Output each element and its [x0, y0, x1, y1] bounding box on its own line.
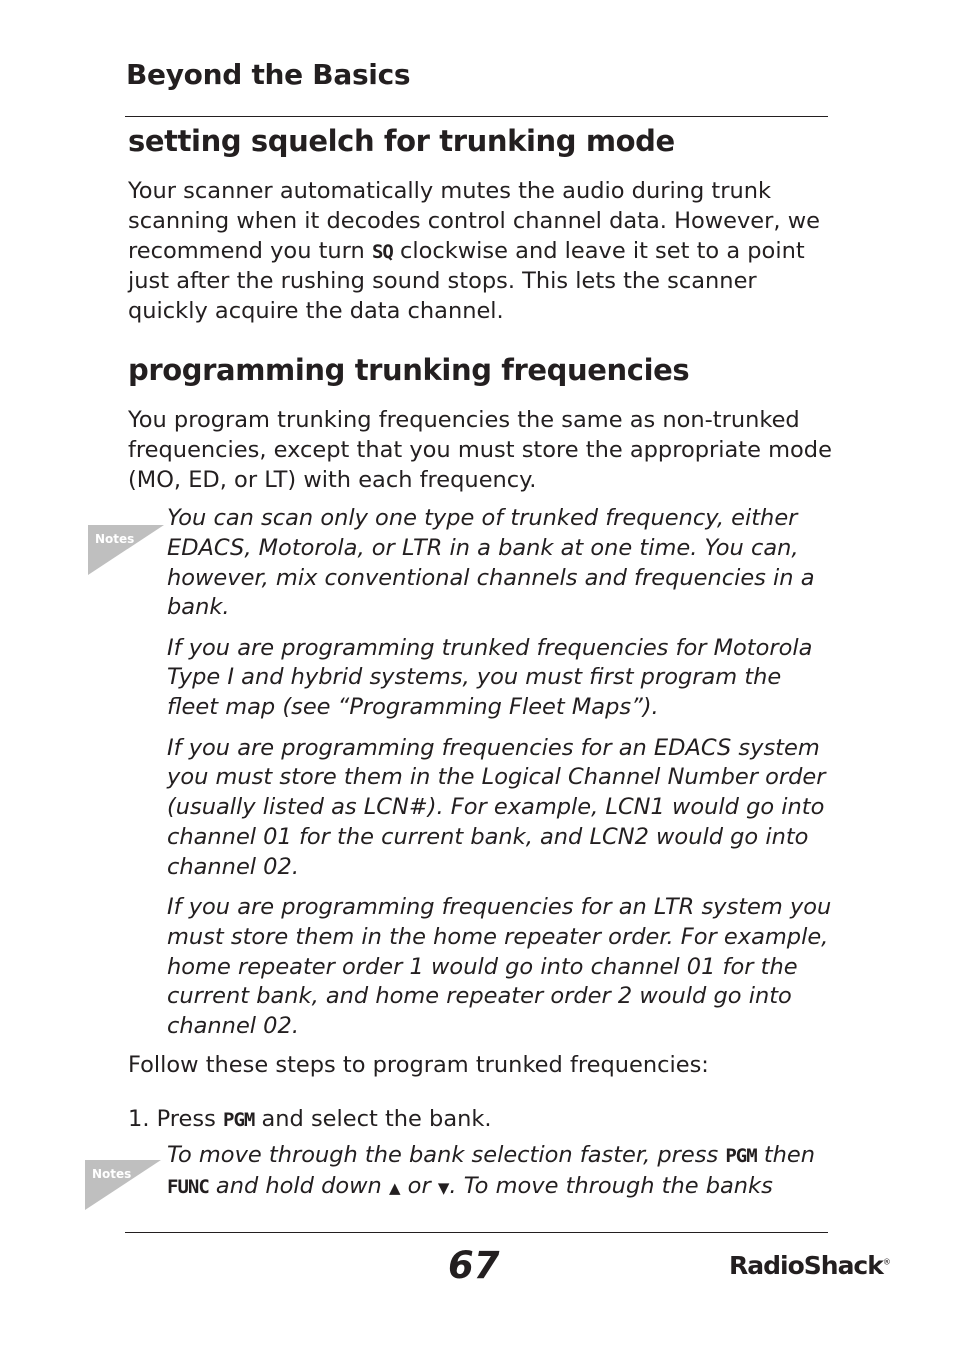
- follow-steps-text: Follow these steps to program trunked frequencies:: [128, 1052, 709, 1078]
- squelch-text-2: clockwise and leave it set to a point just after the rushing sound stops. This lets the scanner quickly acquire the data channel.: [128, 237, 805, 325]
- notes-icon-label: Notes: [95, 532, 135, 546]
- note-1: You can scan only one type of trunked frequency, either EDACS, Motorola, or LTR in a bank at one time. You can, however, mix conventional channels and frequencies in a bank.: [167, 505, 815, 621]
- tip-text-2: then: [756, 1142, 816, 1168]
- note-4: If you are programming frequencies for an LTR system you must store them in the home repeater order. For example, home repeater order 1 would go into channel 01 for the current bank, and home repeater order 2 would go into channel 02.: [167, 894, 832, 1040]
- tip-text-1: To move through the bank selection faster, press: [167, 1142, 726, 1168]
- tip-text: [167, 1141, 837, 1204]
- notes-block: [167, 504, 837, 1053]
- note-3: If you are programming frequencies for an EDACS system you must store them in the Logical Channel Number order (usually listed as LCN#). For example, LCN1 would go into channel 01 for the current bank, and LCN2 would go into channel 02.: [167, 734, 826, 880]
- page-number: 67: [448, 1244, 500, 1287]
- squelch-heading: setting squelch for trunking mode: [128, 124, 675, 158]
- notes-icon: [86, 521, 166, 581]
- down-arrow-icon: ▼: [437, 1178, 450, 1197]
- tip-notes-icon: [83, 1156, 163, 1216]
- brand-logo: [729, 1251, 891, 1280]
- func-key: FUNC: [167, 1175, 209, 1198]
- brand-registered-mark: ®: [882, 1257, 891, 1267]
- squelch-paragraph: [128, 177, 833, 327]
- tip-text-3: and hold down: [208, 1172, 389, 1199]
- step-1-prefix: 1. Press: [128, 1106, 223, 1132]
- tip-text-4: . To move through the banks: [449, 1172, 773, 1199]
- up-arrow-icon: ▲: [388, 1178, 401, 1197]
- footer-rule: [125, 1232, 828, 1233]
- step-1-suffix: and select the bank.: [254, 1106, 492, 1132]
- sq-key: SQ: [371, 240, 393, 263]
- section-header: Beyond the Basics: [126, 58, 411, 91]
- pgm-key: PGM: [223, 1109, 255, 1131]
- programming-heading: programming trunking frequencies: [128, 353, 690, 387]
- tip-notes-icon-label: Notes: [92, 1167, 132, 1181]
- tip-or: or: [400, 1172, 438, 1199]
- tip-pgm-key: PGM: [725, 1145, 757, 1167]
- programming-intro: You program trunking frequencies the same as non-trunked frequencies, except that you must store the appropriate mode (MO, ED, or LT) with each frequency.: [128, 407, 832, 493]
- squelch-text-1: Your scanner automatically mutes the audio during trunk scanning when it decodes control channel data. However, we recommend you turn: [128, 178, 820, 264]
- header-rule: [125, 116, 828, 117]
- note-2: If you are programming trunked frequencies for Motorola Type I and hybrid systems, you must first program the fleet map (see “Programming Fleet Maps”).: [167, 634, 813, 721]
- step-1: [128, 1105, 833, 1136]
- brand-name: RadioShack: [729, 1251, 883, 1280]
